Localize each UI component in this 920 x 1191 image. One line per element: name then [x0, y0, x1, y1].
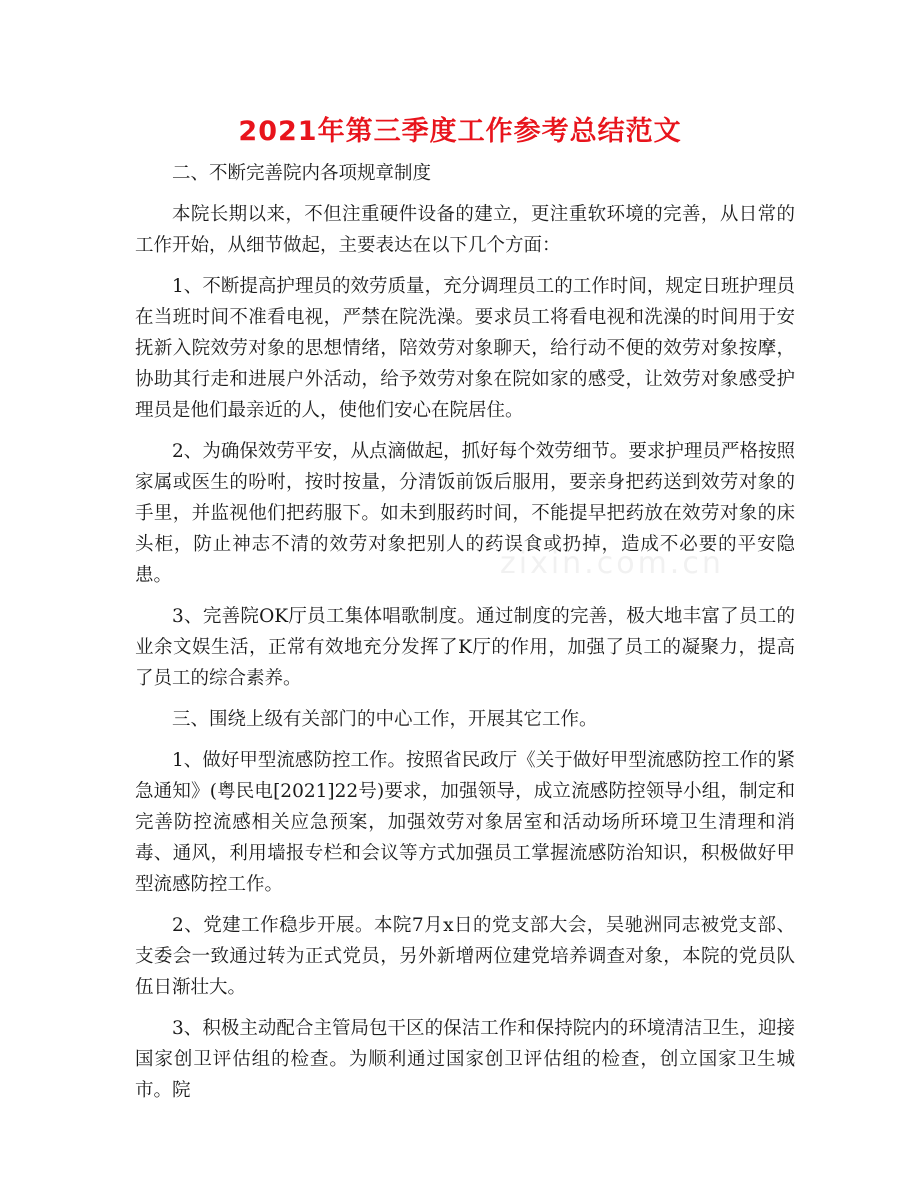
- paragraph-intro: 本院长期以来，不但注重硬件设备的建立，更注重软环境的完善，从日常的工作开始，从细节做起，主要表达在以下几个方面：: [135, 204, 795, 256]
- document-body: [135, 158, 795, 1116]
- paragraph-item-3: 3、完善院OK厅员工集体唱歌制度。通过制度的完善，极大地丰富了员工的业余文娱生活，正常有效地充分发挥了K厅的作用，加强了员工的凝聚力，提高了员工的综合素养。: [135, 606, 795, 689]
- paragraph-flu-prevention: 1、做好甲型流感防控工作。按照省民政厅《关于做好甲型流感防控工作的紧急通知》(粤民电[2021]22号)要求，加强领导，成立流感防控领导小组，制定和完善防控流感相关应急预案，加强效劳对象居室和活动场所环境卫生清理和消毒、通风，利用墙报专栏和会议等方式加强员工掌握流感防治知识，积极做好甲型流感防控工作。: [135, 750, 795, 895]
- document-title: 2021年第三季度工作参考总结范文: [238, 116, 682, 147]
- paragraph-party-building: 2、党建工作稳步开展。本院7月x日的党支部大会，吴驰洲同志被党支部、支委会一致通过转为正式党员，另外新增两位建党培养调查对象，本院的党员队伍日渐壮大。: [135, 915, 795, 998]
- paragraph-section-2-heading: 二、不断完善院内各项规章制度: [172, 163, 432, 184]
- paragraph-item-2: 2、为确保效劳平安，从点滴做起，抓好每个效劳细节。要求护理员严格按照家属或医生的吩咐，按时按量，分清饭前饭后服用，要亲身把药送到效劳对象的手里，并监视他们把药服下。如未到服药时间，不能提早把药放在效劳对象的床头柜，防止神志不清的效劳对象把别人的药误食或扔掉，造成不必要的平安隐患。: [135, 441, 795, 586]
- paragraph-item-1: 1、不断提高护理员的效劳质量，充分调理员工的工作时间，规定日班护理员在当班时间不准看电视，严禁在院洗澡。要求员工将看电视和洗澡的时间用于安抚新入院效劳对象的思想情绪，陪效劳对象聊天，给行动不便的效劳对象按摩，协助其行走和进展户外活动，给予效劳对象在院如家的感受，让效劳对象感受护理员是他们最亲近的人，使他们安心在院居住。: [135, 276, 795, 421]
- watermark-text: zixin.com.cn: [500, 546, 724, 581]
- paragraph-section-3-heading: 三、围绕上级有关部门的中心工作，开展其它工作。: [172, 709, 598, 730]
- paragraph-sanitation: 3、积极主动配合主管局包干区的保洁工作和保持院内的环境清洁卫生，迎接国家创卫评估组的检查。为顺利通过国家创卫评估组的检查，创立国家卫生城市。院: [135, 1018, 795, 1101]
